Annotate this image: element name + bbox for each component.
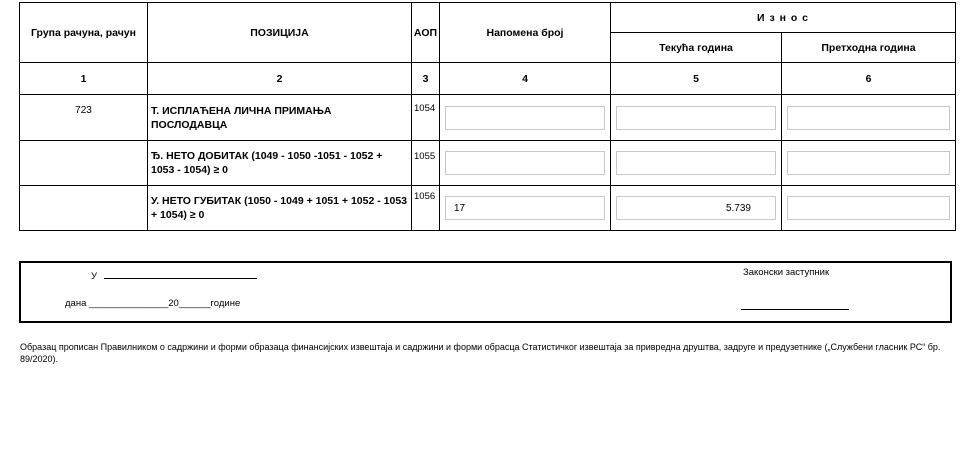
signature-box (19, 261, 952, 323)
current-year-field[interactable] (616, 106, 776, 130)
table-row (20, 95, 956, 141)
current-year-field[interactable] (616, 151, 776, 175)
current-year-field[interactable]: 5.739 (616, 196, 776, 220)
signature-line (741, 309, 849, 310)
column-number: 6 (782, 63, 956, 95)
note-field[interactable] (445, 151, 605, 175)
header-position: ПОЗИЦИЈА (148, 3, 412, 63)
header-note: Напомена број (440, 3, 611, 63)
column-number: 2 (148, 63, 412, 95)
header-current-year: Текућа година (611, 33, 782, 63)
previous-year-field[interactable] (787, 106, 950, 130)
balance-table (19, 2, 956, 231)
note-field[interactable] (445, 106, 605, 130)
row-aop: 1056 (412, 186, 440, 231)
previous-year-field[interactable] (787, 196, 950, 220)
row-position: Ђ. НЕТО ДОБИТАК (1049 - 1050 -1051 - 1052 + 1053 - 1054) ≥ 0 (148, 141, 412, 186)
header-group: Група рачуна, рачун (20, 3, 148, 63)
row-position: Т. ИСПЛАЋЕНА ЛИЧНА ПРИМАЊА ПОСЛОДАВЦА (148, 95, 412, 141)
row-aop: 1055 (412, 141, 440, 186)
row-position: У. НЕТО ГУБИТАК (1050 - 1049 + 1051 + 1052 - 1053 + 1054) ≥ 0 (148, 186, 412, 231)
date-label: дана _______________20______годинe (65, 298, 241, 309)
row-group (20, 141, 148, 186)
row-group: 723 (20, 95, 148, 141)
footer-note: Образац прописан Правилником о садржини и форми образаца финансијских извештаја и садржини и форми обрасца Статистичког извештаја за привредна друштва, задруге и предузетнике („Службени гласник РС“ бр. 89/2020). (20, 342, 941, 364)
table-row (20, 186, 956, 231)
place-label: У (91, 271, 98, 282)
column-number: 5 (611, 63, 782, 95)
table-row (20, 141, 956, 186)
place-line (104, 278, 257, 279)
header-previous-year: Претходна година (782, 33, 956, 63)
column-number: 1 (20, 63, 148, 95)
note-field[interactable]: 17 (445, 196, 605, 220)
header-amount: И з н о с (611, 3, 956, 33)
previous-year-field[interactable] (787, 151, 950, 175)
row-aop: 1054 (412, 95, 440, 141)
representative-label: Законски заступник (743, 267, 830, 278)
header-aop: АОП (412, 3, 440, 63)
column-number: 4 (440, 63, 611, 95)
row-group (20, 186, 148, 231)
column-number: 3 (412, 63, 440, 95)
